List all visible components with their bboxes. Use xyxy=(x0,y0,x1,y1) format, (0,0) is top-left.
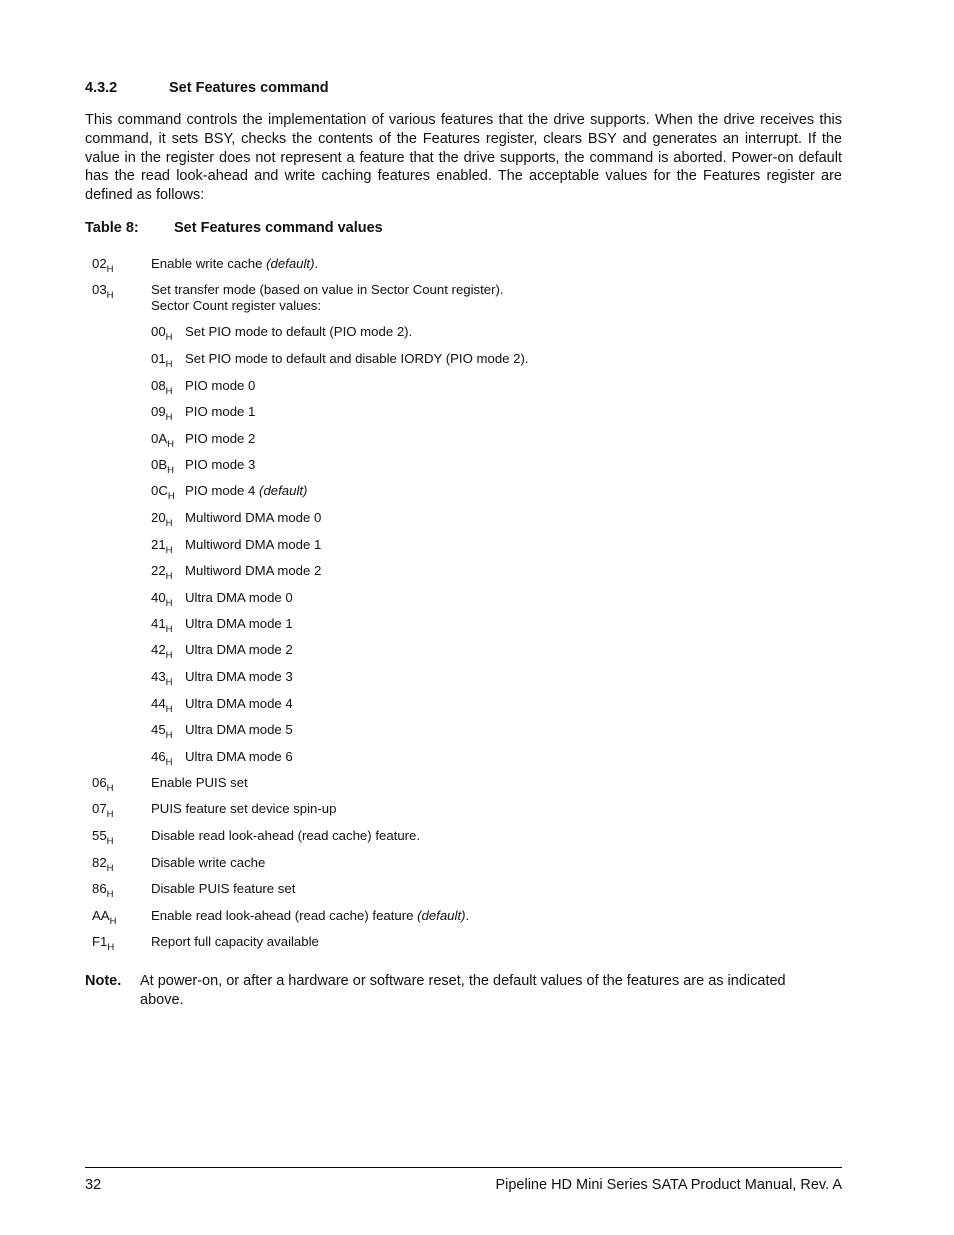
feature-code: $F1_H$ xyxy=(92,934,115,953)
feature-description: Enable write cache (default). xyxy=(151,256,319,271)
mode-code: $22_H$ xyxy=(151,563,173,582)
mode-code: $41_H$ xyxy=(151,616,173,635)
note-text: At power-on, or after a hardware or software reset, the default values of the features are as indicated above. xyxy=(140,973,786,1008)
feature-code: $03_H$ xyxy=(92,282,114,301)
mode-code: $09_H$ xyxy=(151,404,173,423)
mode-description: Set PIO mode to default (PIO mode 2). xyxy=(185,324,413,339)
mode-description: PIO mode 4 (default) xyxy=(185,483,308,498)
mode-code: $01_H$ xyxy=(151,351,173,370)
section-title: Set Features command xyxy=(169,80,329,96)
table-caption xyxy=(85,220,383,236)
feature-description: Disable PUIS feature set xyxy=(151,881,296,896)
mode-description: Multiword DMA mode 0 xyxy=(185,510,322,525)
mode-code: $21_H$ xyxy=(151,537,173,556)
feature-description: Enable PUIS set xyxy=(151,775,248,790)
mode-code: $0B_H$ xyxy=(151,457,175,476)
table-label: Table 8: xyxy=(85,220,139,236)
page-number: 32 xyxy=(85,1177,102,1193)
mode-description: Set PIO mode to default and disable IORDY (PIO mode 2). xyxy=(185,351,529,366)
mode-code: $42_H$ xyxy=(151,642,173,661)
mode-code: $00_H$ xyxy=(151,324,173,343)
table-title: Set Features command values xyxy=(174,220,383,236)
mode-description: Ultra DMA mode 1 xyxy=(185,616,293,631)
feature-description: Disable write cache xyxy=(151,855,266,870)
footer-divider xyxy=(85,1167,842,1168)
feature-code: $AA_H$ xyxy=(92,908,117,927)
mode-description: PIO mode 0 xyxy=(185,378,256,393)
feature-code: $86_H$ xyxy=(92,881,114,900)
mode-code: $0A_H$ xyxy=(151,431,175,450)
feature-code: $02_H$ xyxy=(92,256,114,275)
mode-description: Ultra DMA mode 6 xyxy=(185,749,293,764)
section-heading xyxy=(85,80,329,96)
section-number: 4.3.2 xyxy=(85,80,118,96)
mode-code: $40_H$ xyxy=(151,590,173,609)
mode-description: PIO mode 1 xyxy=(185,404,256,419)
mode-code: $43_H$ xyxy=(151,669,173,688)
feature-code: $07_H$ xyxy=(92,801,114,820)
feature-description: Disable read look-ahead (read cache) feature. xyxy=(151,828,421,843)
mode-description: Ultra DMA mode 5 xyxy=(185,722,293,737)
mode-code: $46_H$ xyxy=(151,749,173,768)
intro-paragraph: This command controls the implementation of various features that the drive supports. When the drive receives this command, it sets BSY, checks the contents of the Features register, clears BSY and generates an interrupt. If the value in the register does not represent a feature that the drive supports, the command is aborted. Power-on default has the read look-ahead and write caching features enabled. The acceptable values for the Features register are defined as follows: xyxy=(85,112,842,204)
mode-code: $44_H$ xyxy=(151,696,173,715)
feature-description: Enable read look-ahead (read cache) feature (default). xyxy=(151,908,470,923)
footer-doc-title: Pipeline HD Mini Series SATA Product Manual, Rev. A xyxy=(495,1177,842,1193)
mode-description: PIO mode 3 xyxy=(185,457,256,472)
feature-description: Report full capacity available xyxy=(151,934,319,949)
mode-description: Ultra DMA mode 0 xyxy=(185,590,293,605)
mode-description: Ultra DMA mode 4 xyxy=(185,696,293,711)
mode-description: Ultra DMA mode 3 xyxy=(185,669,293,684)
feature-description: PUIS feature set device spin-up xyxy=(151,801,337,816)
feature-code: $82_H$ xyxy=(92,855,114,874)
mode-description: Ultra DMA mode 2 xyxy=(185,642,293,657)
mode-description: Multiword DMA mode 2 xyxy=(185,563,322,578)
mode-description: Multiword DMA mode 1 xyxy=(185,537,322,552)
note-label: Note. xyxy=(85,973,122,989)
mode-code: $45_H$ xyxy=(151,722,173,741)
mode-description: PIO mode 2 xyxy=(185,431,256,446)
feature-description: Set transfer mode (based on value in Sector Count register). Sector Count register values: xyxy=(151,282,504,313)
mode-code: $0C_H$ xyxy=(151,483,175,502)
mode-code: $20_H$ xyxy=(151,510,173,529)
feature-code: $55_H$ xyxy=(92,828,114,847)
feature-code: $06_H$ xyxy=(92,775,114,794)
mode-code: $08_H$ xyxy=(151,378,173,397)
